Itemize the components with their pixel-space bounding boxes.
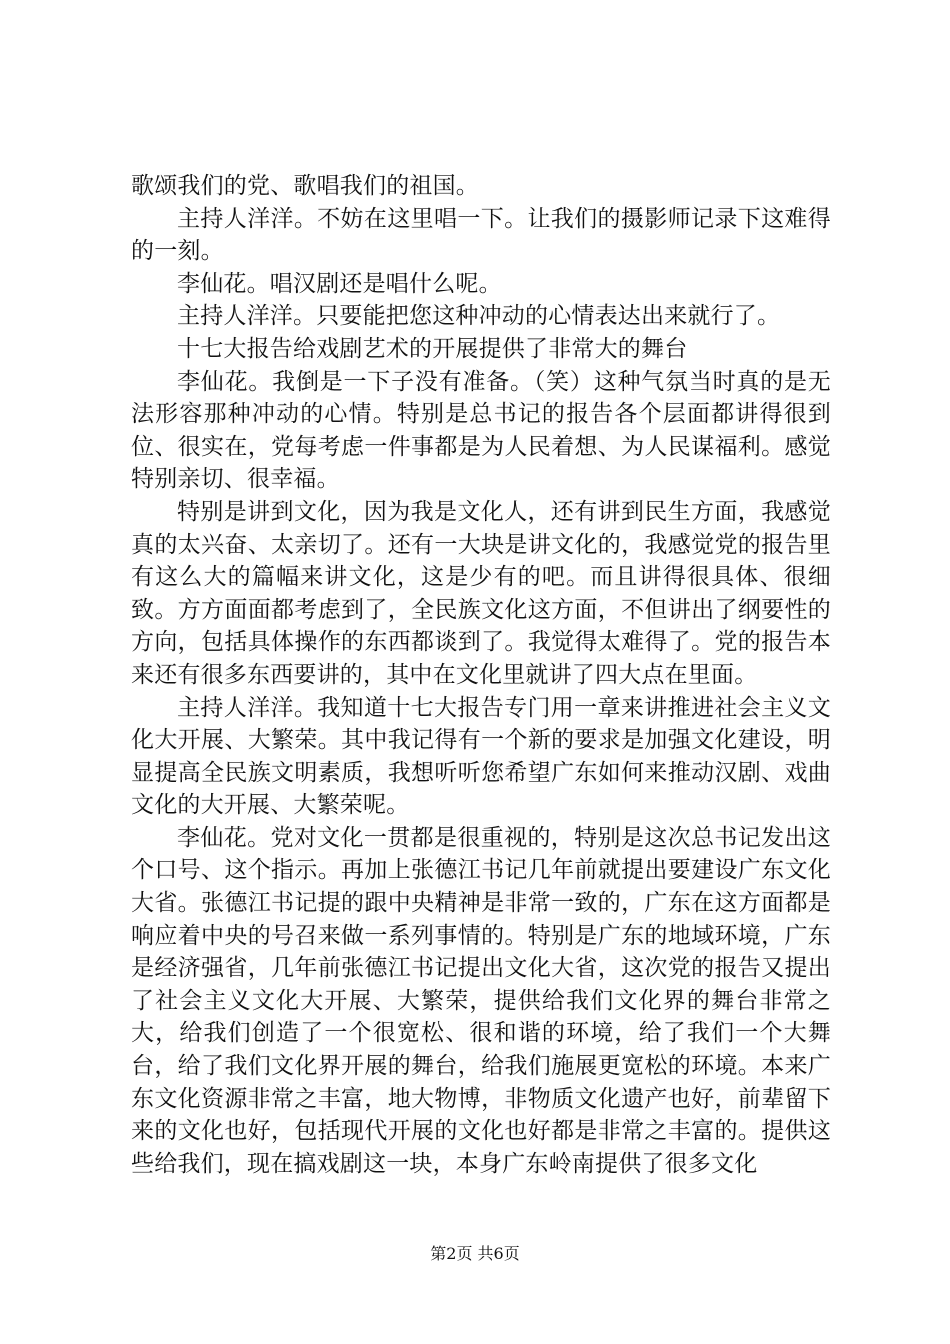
paragraph: 特别是讲到文化，因为我是文化人，还有讲到民生方面，我感觉真的太兴奋、太亲切了。还有一大块是讲文化的，我感觉党的报告里有这么大的篇幅来讲文化，这是少有的吧。而且讲得很具体、很细致。方方面面都考虑到了，全民族文化这方面，不但讲出了纲要性的方向，包括具体操作的东西都谈到了。我觉得太难得了。党的报告本来还有很多东西要讲的，其中在文化里就讲了四大点在里面。 xyxy=(131,498,831,688)
paragraph: 歌颂我们的党、歌唱我们的祖国。 xyxy=(131,173,479,199)
paragraph: 主持人洋洋。不妨在这里唱一下。让我们的摄影师记录下这难得的一刻。 xyxy=(131,205,831,265)
paragraph: 主持人洋洋。我知道十七大报告专门用一章来讲推进社会主义文化大开展、大繁荣。其中我记得有一个新的要求是加强文化建设，明显提高全民族文明素质，我想听听您希望广东如何来推动汉剧、戏曲文化的大开展、大繁荣呢。 xyxy=(131,694,831,819)
document-body xyxy=(131,170,831,1180)
paragraph: 主持人洋洋。只要能把您这种冲动的心情表达出来就行了。 xyxy=(177,303,781,330)
paragraph: 李仙花。党对文化一贯都是很重视的，特别是这次总书记发出这个口号、这个指示。再加上张德江书记几年前就提出要建设广东文化大省。张德江书记提的跟中央精神是非常一致的，广东在这方面都是响应着中央的号召来做一系列事情的。特别是广东的地域环境，广东是经济强省，几年前张德江书记提出文化大省，这次党的报告又提出了社会主义文化大开展、大繁荣，提供给我们文化界的舞台非常之大，给我们创造了一个很宽松、很和谐的环境，给了我们一个大舞台，给了我们文化界开展的舞台，给我们施展更宽松的环境。本来广东文化资源非常之丰富，地大物博，非物质文化遗产也好，前辈留下来的文化也好，包括现代开展的文化也好都是非常之丰富的。提供这些给我们，现在搞戏剧这一块，本身广东岭南提供了很多文化 xyxy=(131,824,831,1177)
paragraph: 李仙花。我倒是一下子没有准备。（笑）这种气氛当时真的是无法形容那种冲动的心情。特别是总书记的报告各个层面都讲得很到位、很实在，党每考虑一件事都是为人民着想、为人民谋福利。感觉特别亲切、很幸福。 xyxy=(131,368,831,493)
page-footer: 第2页 共6页 xyxy=(430,1244,520,1263)
paragraph: 李仙花。唱汉剧还是唱什么呢。 xyxy=(177,270,502,297)
section-heading: 十七大报告给戏剧艺术的开展提供了非常大的舞台 xyxy=(177,335,688,362)
